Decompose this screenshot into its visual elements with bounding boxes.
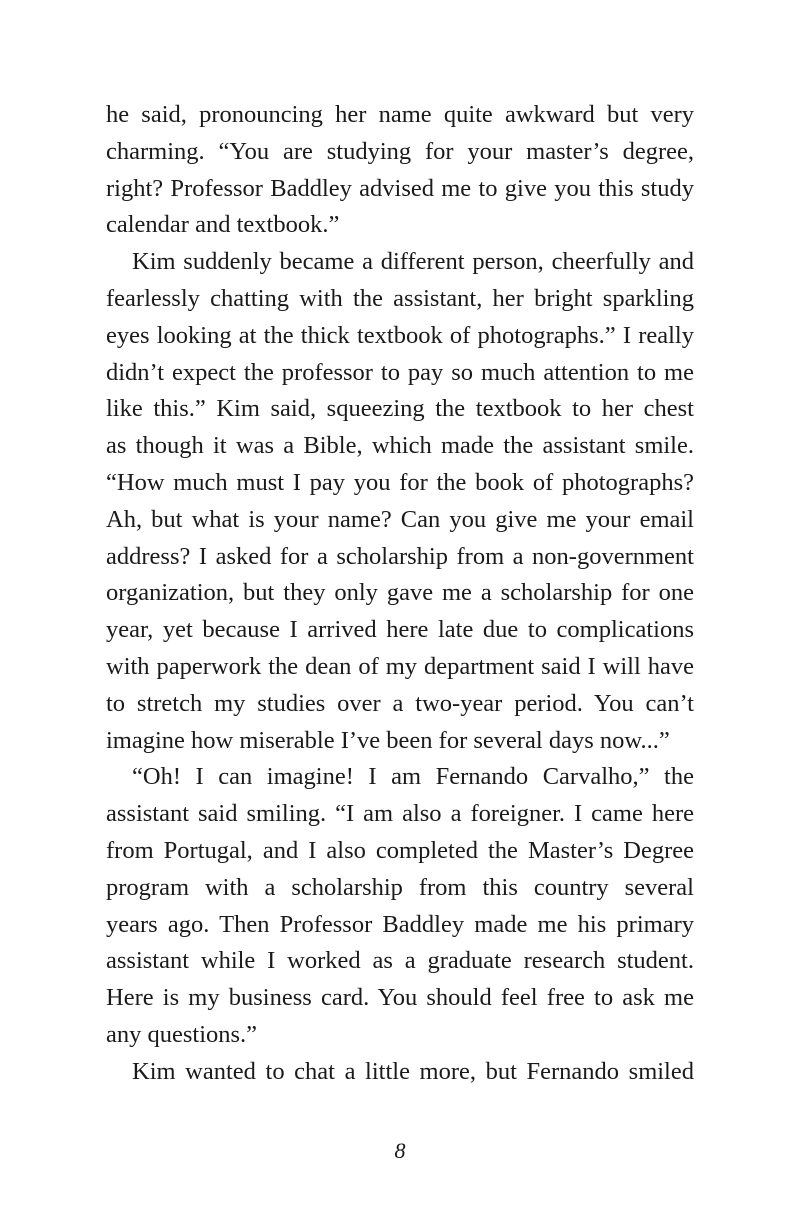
text-line: from Portugal, and I also completed the Master’s Degree [106,836,694,864]
page-number: 8 [394,1138,406,1163]
text-line: Kim suddenly became a different person, cheerfully and [132,248,694,276]
text-line: assistant while I worked as a graduate research student. [106,947,694,975]
text-line: with paperwork the dean of my department said I will have [106,652,694,680]
text-line: right? Professor Baddley advised me to give you this study [106,174,694,202]
text-line: Kim wanted to chat a little more, but Fernando smiled [132,1057,694,1085]
text-line: fearlessly chatting with the assistant, her bright sparkling [106,284,694,312]
text-line: to stretch my studies over a two-year period. You can’t [106,689,694,717]
text-line: year, yet because I arrived here late due to complications [106,616,694,644]
text-line: eyes looking at the thick textbook of photographs.” I really [106,321,694,349]
text-line: assistant said smiling. “I am also a foreigner. I came here [106,800,694,828]
text-line: as though it was a Bible, which made the assistant smile. [106,432,694,460]
text-line: Here is my business card. You should feel free to ask me [106,984,694,1012]
text-line: imagine how miserable I’ve been for several days now...” [106,726,670,754]
text-line: calendar and textbook.” [106,211,340,239]
text-line: “How much must I pay you for the book of photographs? [106,468,694,496]
text-line: years ago. Then Professor Baddley made me his primary [106,910,694,938]
body-text [106,97,694,1091]
text-line: didn’t expect the professor to pay so much attention to me [106,358,694,386]
text-line: “Oh! I can imagine! I am Fernando Carvalho,” the [132,763,694,791]
text-line: he said, pronouncing her name quite awkward but very [106,101,694,128]
text-line: Ah, but what is your name? Can you give me your email [106,505,694,533]
text-line: organization, but they only gave me a scholarship for one [106,579,694,607]
text-line: address? I asked for a scholarship from a non-government [106,542,694,570]
text-line: charming. “You are studying for your master’s degree, [106,137,694,165]
text-line: like this.” Kim said, squeezing the textbook to her chest [106,395,694,423]
text-line: program with a scholarship from this country several [106,873,694,901]
text-line: any questions.” [106,1020,258,1048]
